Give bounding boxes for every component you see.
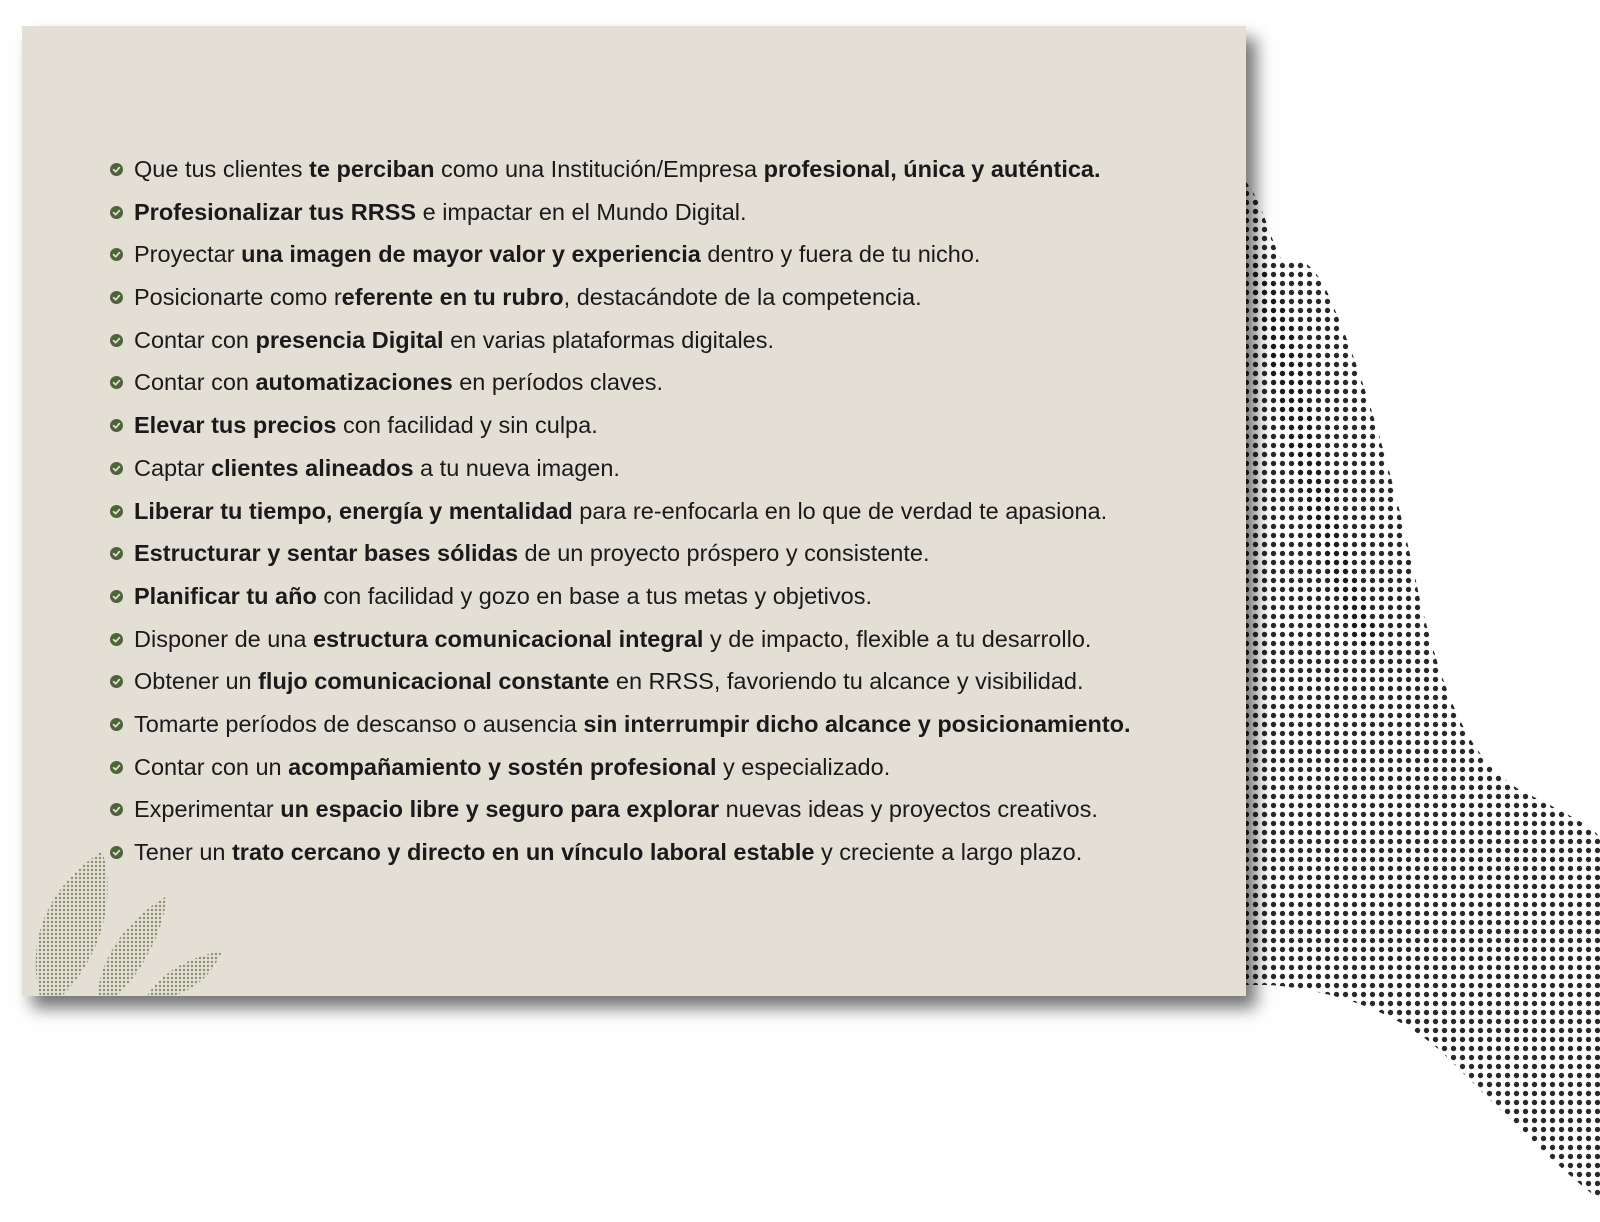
benefit-text: con facilidad y sin culpa.: [336, 412, 598, 439]
benefit-item: [110, 148, 1131, 191]
benefit-item: [110, 575, 1131, 618]
benefit-text-bold: una imagen de mayor valor y experiencia: [241, 241, 701, 268]
benefit-text-bold: eferente en tu rubro: [341, 284, 564, 311]
benefit-text: Contar con un: [134, 753, 289, 780]
benefit-text: de un proyecto próspero y consistente.: [518, 540, 930, 567]
benefit-item: [110, 532, 1131, 575]
benefit-item: [110, 361, 1131, 404]
benefit-item: [110, 191, 1131, 234]
benefit-text: dentro y fuera de tu nicho.: [700, 241, 981, 268]
benefit-item: [110, 746, 1131, 789]
benefit-text: en varias plataformas digitales.: [443, 326, 775, 353]
check-circle-icon: [110, 590, 123, 603]
benefit-text-bold: acompañamiento y sostén profesional: [288, 753, 717, 780]
benefit-text-bold: flujo comunicacional constante: [258, 668, 610, 695]
halftone-shape: [1240, 175, 1600, 1200]
benefit-text: Disponer de una: [134, 625, 313, 652]
benefit-text-bold: te perciban: [309, 156, 435, 182]
check-circle-icon: [110, 846, 123, 859]
benefit-item: [110, 660, 1131, 703]
benefit-text: Proyectar: [134, 241, 242, 268]
benefit-text-bold: estructura comunicacional integral: [312, 625, 704, 652]
benefits-list: [110, 148, 1131, 874]
benefit-item: [110, 788, 1131, 831]
benefit-item: [110, 404, 1131, 447]
benefit-text: y de impacto, flexible a tu desarrollo.: [703, 625, 1092, 652]
benefit-item: [110, 618, 1131, 661]
check-circle-icon: [110, 334, 123, 347]
benefit-item: [110, 703, 1131, 746]
benefit-text-bold: profesional, única y auténtica.: [763, 156, 1101, 182]
benefit-text: e impactar en el Mundo Digital.: [416, 198, 747, 225]
benefit-text-bold: Profesionalizar tus RRSS: [134, 198, 417, 225]
benefit-item: [110, 831, 1131, 874]
benefit-text: y creciente a largo plazo.: [814, 839, 1083, 865]
check-circle-icon: [110, 761, 123, 774]
benefits-card: [22, 26, 1246, 996]
check-circle-icon: [110, 803, 123, 816]
benefit-text: , destacándote de la competencia.: [563, 284, 922, 311]
check-circle-icon: [110, 547, 123, 560]
benefit-text-bold: Elevar tus precios: [134, 412, 337, 439]
benefit-text: en períodos claves.: [452, 369, 664, 396]
check-circle-icon: [110, 248, 123, 261]
benefit-text: Tomarte períodos de descanso o ausencia: [134, 710, 584, 737]
benefit-text: para re-enfocarla en lo que de verdad te apasiona.: [572, 497, 1108, 524]
benefit-text-bold: un espacio libre y seguro para explorar: [280, 796, 720, 823]
benefit-text: nuevas ideas y proyectos creativos.: [719, 796, 1098, 823]
benefit-text: Obtener un: [134, 668, 259, 695]
check-circle-icon: [110, 206, 123, 219]
benefit-text-bold: automatizaciones: [255, 369, 453, 396]
benefit-text: Experimentar: [134, 796, 281, 823]
benefit-text: Contar con: [134, 326, 256, 353]
check-circle-icon: [110, 376, 123, 389]
check-circle-icon: [110, 675, 123, 688]
benefit-text: en RRSS, favoriendo tu alcance y visibilidad.: [609, 668, 1084, 695]
benefit-text-bold: sin interrumpir dicho alcance y posicionamiento.: [583, 710, 1131, 737]
benefit-text-bold: Estructurar y sentar bases sólidas: [134, 540, 519, 567]
benefit-text: Que tus clientes: [134, 156, 310, 182]
benefit-text-bold: Planificar tu año: [134, 582, 317, 609]
benefit-text-bold: Liberar tu tiempo, energía y mentalidad: [134, 497, 573, 524]
benefit-text: con facilidad y gozo en base a tus metas y objetivos.: [316, 582, 873, 609]
benefit-item: [110, 447, 1131, 490]
check-circle-icon: [110, 291, 123, 304]
benefit-text: a tu nueva imagen.: [413, 454, 620, 481]
benefit-item: [110, 490, 1131, 533]
benefit-item: [110, 276, 1131, 319]
benefit-text: Contar con: [134, 369, 256, 396]
check-circle-icon: [110, 163, 123, 176]
benefit-text: Posicionarte como r: [134, 284, 342, 311]
check-circle-icon: [110, 633, 123, 646]
benefit-text-bold: clientes alineados: [211, 454, 414, 481]
benefit-text: Tener un: [134, 839, 232, 865]
check-circle-icon: [110, 419, 123, 432]
check-circle-icon: [110, 462, 123, 475]
benefit-item: [110, 233, 1131, 276]
benefit-item: [110, 319, 1131, 362]
benefit-text-bold: trato cercano y directo en un vínculo laboral estable: [231, 839, 815, 865]
benefit-text: como una Institución/Empresa: [434, 156, 764, 182]
benefit-text-bold: presencia Digital: [255, 326, 444, 353]
check-circle-icon: [110, 718, 123, 731]
benefit-text: Captar: [134, 454, 212, 481]
benefit-text: y especializado.: [716, 753, 891, 780]
check-circle-icon: [110, 505, 123, 518]
